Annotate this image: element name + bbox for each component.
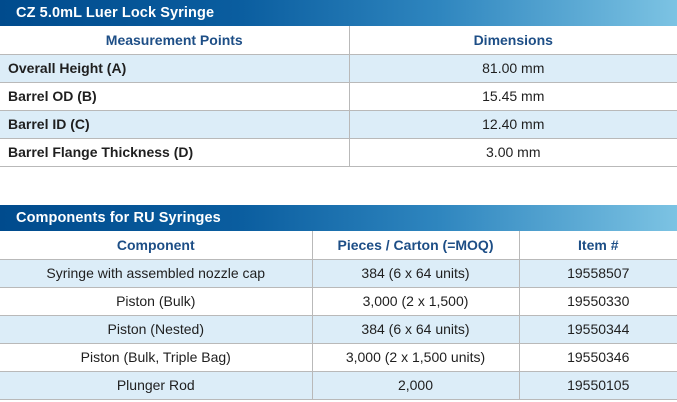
component-item-number: 19558507 (519, 259, 677, 287)
measurement-value: 3.00 mm (349, 138, 677, 166)
component-pieces: 384 (6 x 64 units) (312, 315, 519, 343)
component-pieces: 2,000 (312, 371, 519, 399)
component-name: Piston (Bulk, Triple Bag) (0, 343, 312, 371)
component-item-number: 19550344 (519, 315, 677, 343)
measurement-label: Barrel ID (C) (0, 110, 349, 138)
measurement-label: Barrel OD (B) (0, 82, 349, 110)
table-header-row (0, 231, 677, 259)
component-name: Plunger Rod (0, 371, 312, 399)
measurement-value: 81.00 mm (349, 54, 677, 82)
measurement-value: 15.45 mm (349, 82, 677, 110)
table-row (0, 315, 677, 343)
components-title: Components for RU Syringes (0, 205, 677, 231)
component-name: Piston (Nested) (0, 315, 312, 343)
component-pieces: 3,000 (2 x 1,500) (312, 287, 519, 315)
measurement-label: Overall Height (A) (0, 54, 349, 82)
dimensions-section (0, 0, 677, 167)
table-row (0, 343, 677, 371)
column-header-component: Component (0, 231, 312, 259)
table-row (0, 287, 677, 315)
column-header-measurement-points: Measurement Points (0, 26, 349, 54)
measurement-value: 12.40 mm (349, 110, 677, 138)
dimensions-table (0, 26, 677, 167)
table-header-row (0, 26, 677, 54)
component-pieces: 384 (6 x 64 units) (312, 259, 519, 287)
components-section (0, 205, 677, 400)
column-header-pieces-carton: Pieces / Carton (=MOQ) (312, 231, 519, 259)
table-row (0, 82, 677, 110)
column-header-dimensions: Dimensions (349, 26, 677, 54)
component-pieces: 3,000 (2 x 1,500 units) (312, 343, 519, 371)
table-row (0, 259, 677, 287)
table-row (0, 54, 677, 82)
table-row (0, 371, 677, 399)
table-row (0, 138, 677, 166)
component-item-number: 19550105 (519, 371, 677, 399)
component-item-number: 19550346 (519, 343, 677, 371)
column-header-item-number: Item # (519, 231, 677, 259)
component-name: Piston (Bulk) (0, 287, 312, 315)
component-name: Syringe with assembled nozzle cap (0, 259, 312, 287)
dimensions-title: CZ 5.0mL Luer Lock Syringe (0, 0, 677, 26)
measurement-label: Barrel Flange Thickness (D) (0, 138, 349, 166)
components-table (0, 231, 677, 400)
table-row (0, 110, 677, 138)
component-item-number: 19550330 (519, 287, 677, 315)
